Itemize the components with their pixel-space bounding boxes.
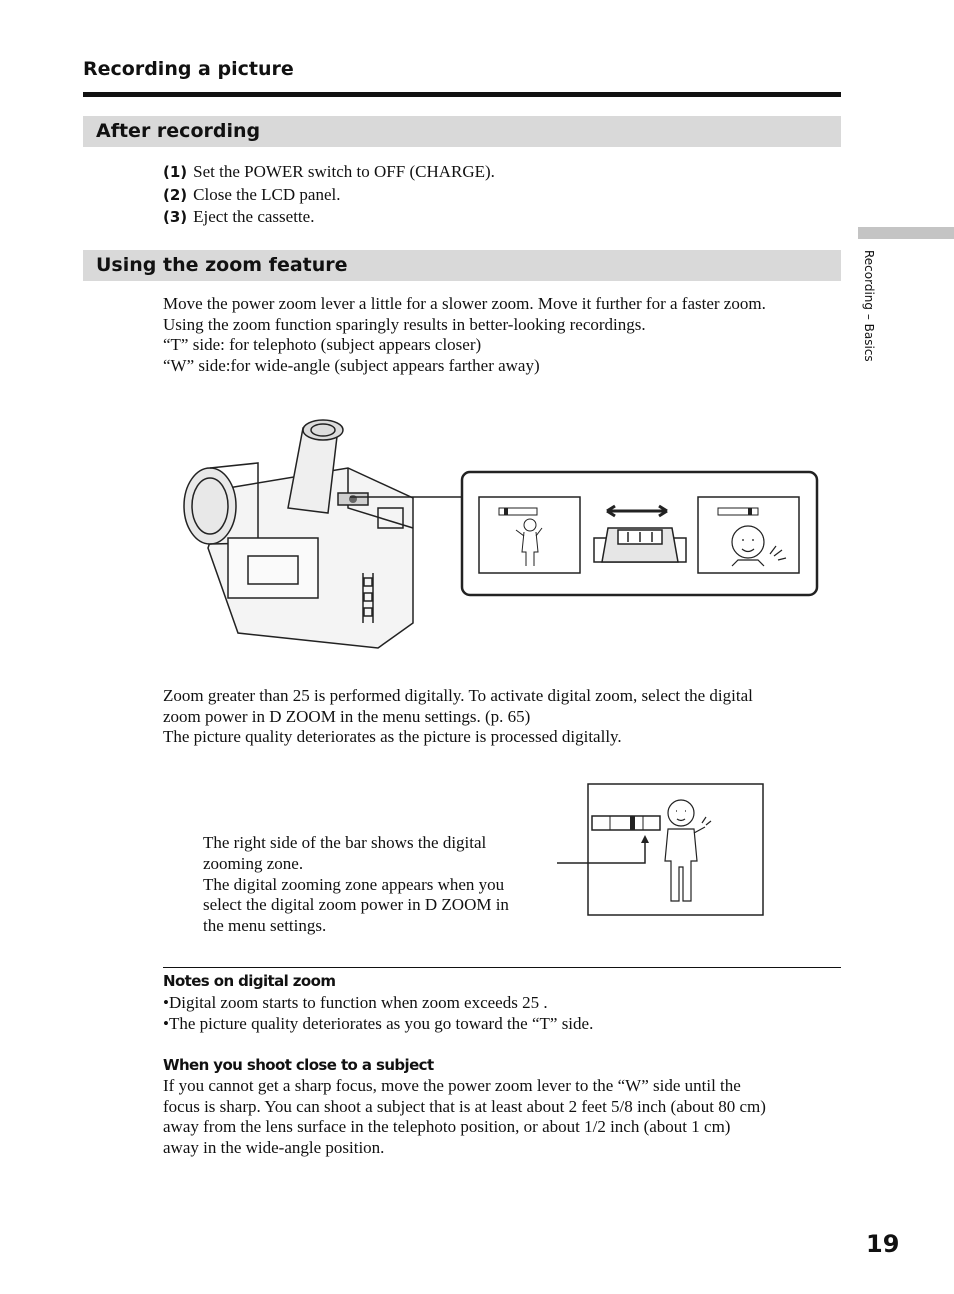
close-subject-line: focus is sharp. You can shoot a subject that is at least about 2 feet 5/8 inch (about 80 cm) xyxy=(163,1097,766,1116)
close-subject-line: If you cannot get a sharp focus, move the power zoom lever to the “W” side until the xyxy=(163,1076,741,1095)
digital-zoom-line: The picture quality deteriorates as the picture is processed digitally. xyxy=(163,727,622,746)
close-subject-line: away from the lens surface in the telephoto position, or about 1/2 inch (about 1 cm) xyxy=(163,1117,731,1136)
zoom-intro-line: “T” side: for telephoto (subject appears closer) xyxy=(163,335,482,354)
page-number: 19 xyxy=(866,1230,900,1258)
notes-digital-bullet: •Digital zoom starts to function when zoom exceeds 25 . xyxy=(163,993,548,1012)
step-2-num: (2) xyxy=(163,186,188,204)
chapter-title: Recording a picture xyxy=(83,58,294,80)
notes-digital-bullet: •The picture quality deteriorates as you go toward the “T” side. xyxy=(163,1014,594,1033)
close-subject-line: away in the wide-angle position. xyxy=(163,1138,385,1157)
notes-digital-heading: Notes on digital zoom xyxy=(163,972,336,990)
zoom-title: Using the zoom feature xyxy=(96,254,348,276)
step-2-text: Close the LCD panel. xyxy=(193,185,341,204)
step-3-num: (3) xyxy=(163,208,188,226)
zoom-intro-line: “W” side:for wide-angle (subject appears farther away) xyxy=(163,356,540,375)
step-2 xyxy=(163,184,340,206)
notes-rule xyxy=(163,967,841,968)
close-subject-heading: When you shoot close to a subject xyxy=(163,1056,434,1074)
step-1 xyxy=(163,161,495,183)
camcorder-illustration xyxy=(178,408,423,653)
caption-line: The right side of the bar shows the digital xyxy=(203,833,487,852)
caption-line: select the digital zoom power in D ZOOM in xyxy=(203,895,509,915)
zoom-intro-line: Move the power zoom lever a little for a slower zoom. Move it further for a faster zoom. xyxy=(163,294,766,313)
side-tab-marker xyxy=(858,227,954,239)
step-3-text: Eject the cassette. xyxy=(193,207,315,226)
pointer-line xyxy=(350,490,465,510)
digital-zoom-line: Zoom greater than 25 is performed digitally. To activate digital zoom, select the digital xyxy=(163,686,753,705)
side-tab-label: Recording – Basics xyxy=(862,250,876,362)
chapter-rule xyxy=(83,92,841,97)
step-1-num: (1) xyxy=(163,163,188,181)
zoom-intro-line: Using the zoom function sparingly results in better-looking recordings. xyxy=(163,315,646,334)
digital-zoom-line: zoom power in D ZOOM in the menu settings. (p. 65) xyxy=(163,707,531,726)
after-recording-title: After recording xyxy=(96,120,261,142)
caption-line: the menu settings. xyxy=(203,916,327,936)
digital-zone-caption xyxy=(203,833,563,937)
step-1-text: Set the POWER switch to OFF (CHARGE). xyxy=(193,162,495,181)
digital-zoom-frame xyxy=(555,783,767,919)
step-3 xyxy=(163,206,314,228)
caption-line: The digital zooming zone appears when you xyxy=(203,874,505,894)
caption-line: zooming zone. xyxy=(203,853,304,873)
zoom-lever-detail xyxy=(460,470,820,598)
